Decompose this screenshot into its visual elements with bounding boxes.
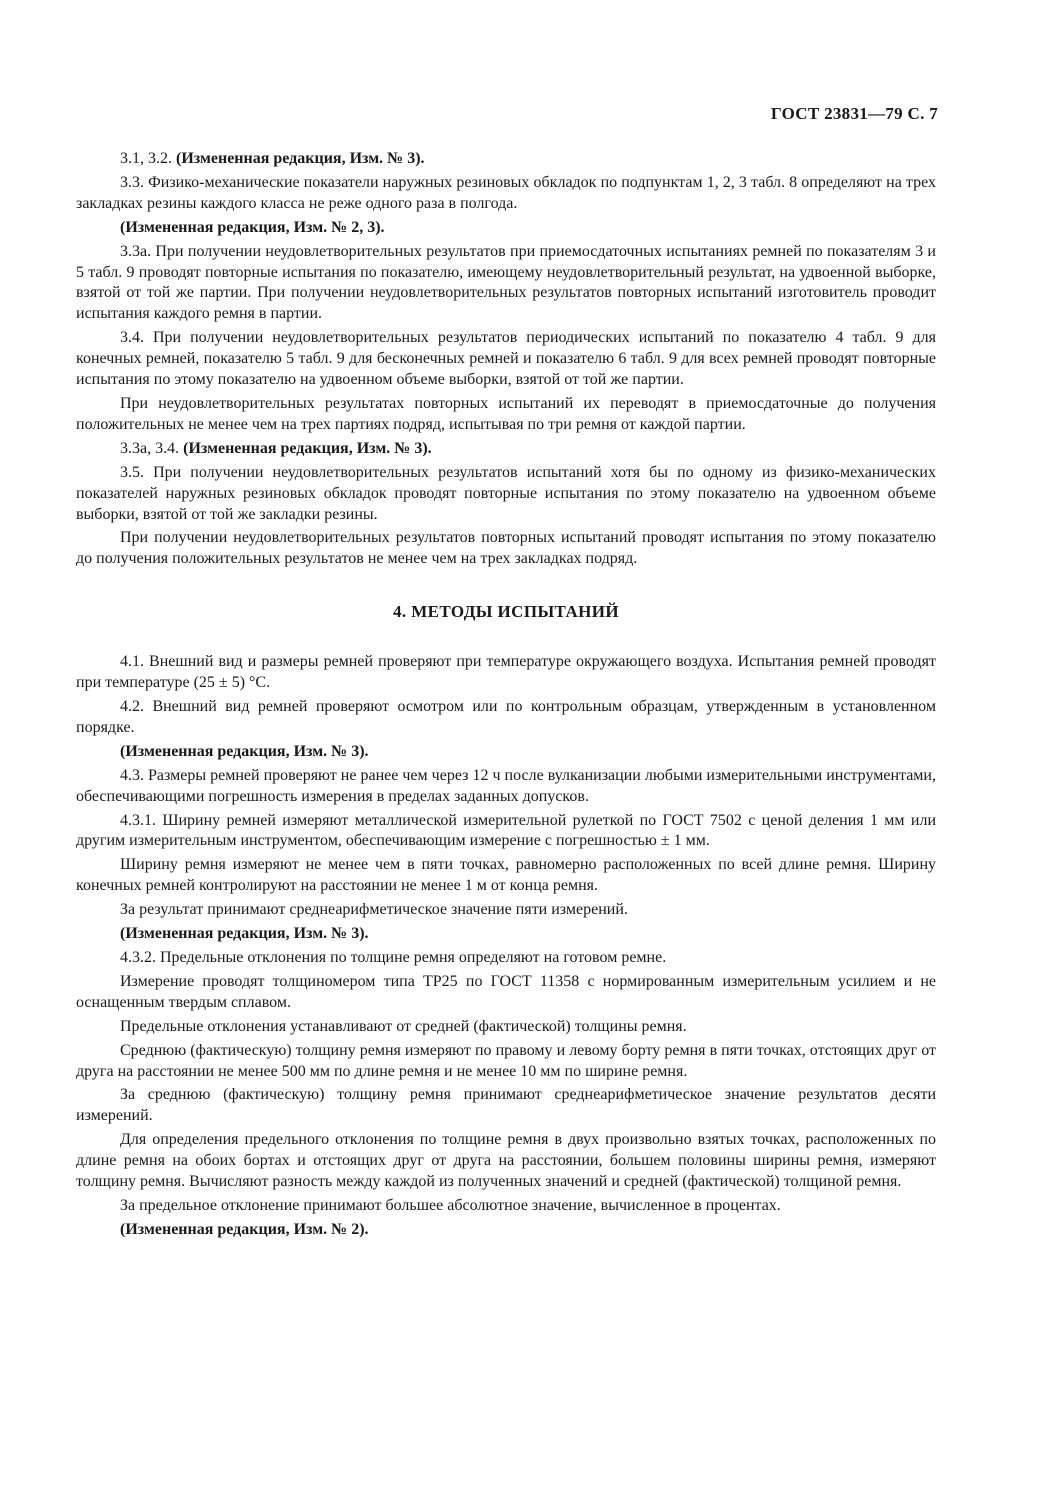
paragraph-text: 4.1. Внешний вид и размеры ремней проверяют при температуре окружающего воздуха. Испытания ремней проводят при температуре (25 ± 5) °С.	[76, 653, 936, 692]
paragraph	[76, 463, 936, 526]
amendment-note: (Измененная редакция, Изм. № 2).	[120, 1220, 369, 1238]
amendment-note: (Измененная редакция, Изм. № 3).	[183, 439, 432, 457]
paragraph	[76, 528, 936, 570]
section-3-paragraphs	[76, 149, 936, 570]
amendment-note: (Измененная редакция, Изм. № 3).	[120, 742, 369, 760]
paragraph	[76, 924, 936, 945]
paragraph	[76, 1220, 936, 1241]
paragraph-text: Среднюю (фактическую) толщину ремня измеряют по правому и левому борту ремня в пяти точках, отстоящих друг от друга на расстоянии не менее 500 мм по длине ремня и не менее 10 мм по ширине ремня.	[76, 1041, 936, 1080]
section-title: 4. МЕТОДЫ ИСПЫТАНИЙ	[393, 602, 619, 622]
paragraph-text: 3.4. При получении неудовлетворительных результатов периодических испытаний по показателю 4 табл. 9 для конечных ремней, показателю 5 табл. 9 для бесконечных ремней и показателю 6 табл. 9 для всех ремней проводят повторные испытания по этому показателю на удвоенном объеме выборки, взятой от той же партии.	[76, 329, 936, 389]
paragraph-text: Ширину ремня измеряют не менее чем в пяти точках, равномерно расположенных по всей длине ремня. Ширину конечных ремней контролируют на расстоянии не менее 1 м от конца ремня.	[76, 856, 936, 895]
paragraph-text: 3.3. Физико-механические показатели наружных резиновых обкладок по подпунктам 1, 2, 3 табл. 8 определяют на трех закладках резины каждого класса не реже одного раза в полгода.	[76, 173, 936, 212]
paragraph-prefix: 3.1, 3.2.	[120, 150, 176, 167]
amendment-note: (Измененная редакция, Изм. № 3).	[120, 925, 369, 943]
paragraph	[76, 218, 936, 239]
paragraph	[76, 439, 936, 460]
paragraph	[76, 242, 936, 326]
paragraph	[76, 652, 936, 694]
paragraph-text: 3.3а. При получении неудовлетворительных результатов при приемосдаточных испытаниях ремней по показателям 3 и 5 табл. 9 проводят повторные испытания по показателю, имеющему неудовлетворительный результат, на удвоенной выборке, взятой от той же партии. При получении неудовлетворительных результатов повторных испытаний изготовитель проводит испытания каждого ремня в партии.	[76, 242, 936, 323]
paragraph-text: За предельное отклонение принимают большее абсолютное значение, вычисленное в процентах.	[120, 1196, 781, 1214]
paragraph-text: При неудовлетворительных результатах повторных испытаний их переводят в приемосдаточные до получения положительных не менее чем на трех партиях подряд, испытывая по три ремня от каждой партии.	[76, 394, 936, 433]
paragraph	[76, 1041, 936, 1083]
paragraph	[76, 855, 936, 897]
paragraph	[76, 1085, 936, 1127]
section-4-paragraphs	[76, 652, 936, 1241]
amendment-note: (Измененная редакция, Изм. № 3).	[176, 150, 425, 167]
paragraph	[76, 811, 936, 853]
paragraph	[76, 900, 936, 921]
paragraph-text: Предельные отклонения устанавливают от средней (фактической) толщины ремня.	[120, 1017, 687, 1035]
paragraph-text: 4.3. Размеры ремней проверяют не ранее чем через 12 ч после вулканизации любыми измерительными инструментами, обеспечивающими погрешность измерения в пределах заданных допусков.	[76, 766, 936, 805]
paragraph	[76, 149, 936, 170]
paragraph	[76, 766, 936, 808]
paragraph	[76, 1130, 936, 1193]
paragraph	[76, 394, 936, 436]
document-body	[76, 149, 936, 1241]
paragraph	[76, 972, 936, 1014]
paragraph-text: 4.3.2. Предельные отклонения по толщине ремня определяют на готовом ремне.	[120, 949, 667, 966]
paragraph	[76, 948, 936, 969]
amendment-note: (Измененная редакция, Изм. № 2, 3).	[120, 218, 385, 236]
paragraph-text: При получении неудовлетворительных результатов повторных испытаний проводят испытания по этому показателю до получения положительных результатов не менее чем на трех закладках подряд.	[76, 529, 936, 568]
paragraph-text: За результат принимают среднеарифметическое значение пяти измерений.	[120, 901, 628, 919]
paragraph	[76, 173, 936, 215]
paragraph	[76, 328, 936, 391]
paragraph-text: 4.2. Внешний вид ремней проверяют осмотром или по контрольным образцам, утвержденным в установленном порядке.	[76, 698, 936, 736]
paragraph-text: Для определения предельного отклонения по толщине ремня в двух произвольно взятых точках, расположенных по длине ремня на обоих бортах и отстоящих друг от друга на расстоянии, большем половины ширины ремня, измеряют толщину ремня. Вычисляют разность между каждой из полученных значений и средней (фактической) толщиной ремня.	[76, 1131, 936, 1191]
paragraph-text: 3.5. При получении неудовлетворительных результатов испытаний хотя бы по одному из физико-механических показателей наружных резиновых обкладок проводят повторные испытания по этому показателю на удвоенном объеме выборки, взятой от той же закладки резины.	[76, 463, 936, 523]
paragraph-text: Измерение проводят толщиномером типа ТР25 по ГОСТ 11358 с нормированным измерительным усилием и не оснащенным твердым сплавом.	[76, 972, 936, 1011]
paragraph	[76, 1196, 936, 1217]
paragraph	[76, 1017, 936, 1038]
paragraph-prefix: 3.3а, 3.4.	[120, 439, 184, 457]
page-header: ГОСТ 23831—79 С. 7	[770, 104, 938, 123]
paragraph-text: За среднюю (фактическую) толщину ремня принимают среднеарифметическое значение результатов десяти измерений.	[76, 1086, 936, 1125]
paragraph	[76, 742, 936, 763]
paragraph	[76, 697, 936, 739]
paragraph-text: 4.3.1. Ширину ремней измеряют металлической измерительной рулеткой по ГОСТ 7502 с ценой деления 1 мм или другим измерительным инструментом, обеспечивающим измерение с погрешностью ± 1 мм.	[76, 811, 936, 850]
